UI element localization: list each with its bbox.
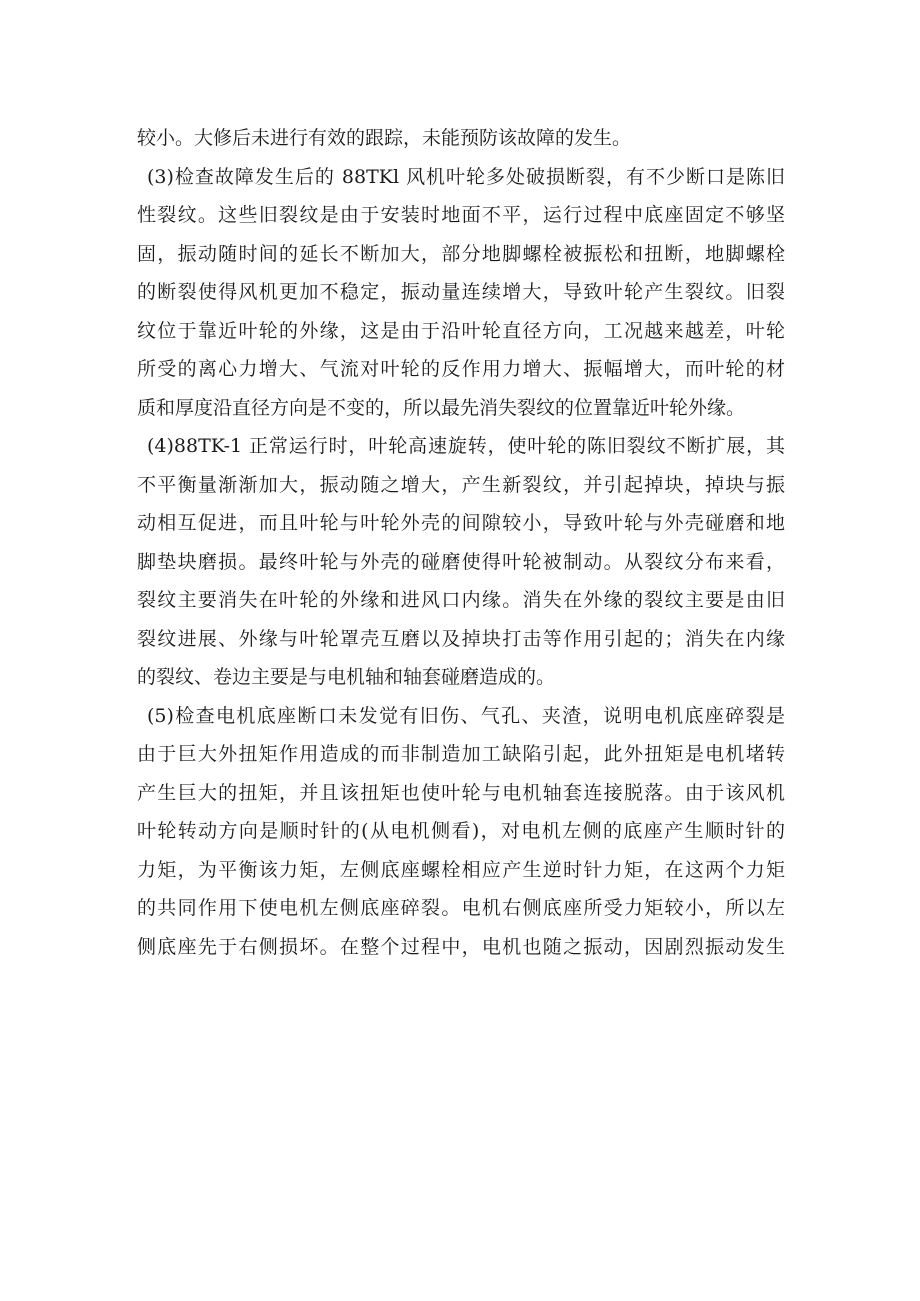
text-line: 的共同作用下使电机左侧底座碎裂。电机右侧底座所受力矩较小，所以左: [137, 897, 785, 919]
text-line: 动相互促进，而且叶轮与叶轮外壳的间隙较小，导致叶轮与外壳碰磨和地: [137, 512, 785, 534]
text-line: 侧底座先于右侧损坏。在整个过程中，电机也随之振动，因剧烈振动发生: [137, 935, 785, 958]
text-line: 脚垫块磨损。最终叶轮与外壳的碰磨使得叶轮被制动。从裂纹分布来看，: [137, 550, 785, 573]
text-line: 性裂纹。这些旧裂纹是由于安装时地面不平，运行过程中底座固定不够坚: [137, 204, 785, 226]
text-line: 的断裂使得风机更加不稳定，振动量连续增大，导致叶轮产生裂纹。旧裂: [137, 281, 785, 303]
text-line: 产生巨大的扭矩，并且该扭矩也使叶轮与电机轴套连接脱落。由于该风机: [137, 781, 785, 804]
text-line: 固，振动随时间的延长不断加大，部分地脚螺栓被振松和扭断，地脚螺栓: [137, 242, 785, 265]
text-line: 力矩，为平衡该力矩，左侧底座螺栓相应产生逆时针力矩，在这两个力矩: [137, 858, 785, 881]
text-line: 纹位于靠近叶轮的外缘，这是由于沿叶轮直径方向，工况越来越差，叶轮: [137, 319, 785, 342]
text-line: 所受的离心力增大、气流对叶轮的反作用力增大、振幅增大，而叶轮的材: [137, 358, 785, 380]
body-text: [137, 119, 785, 966]
text-line: 不平衡量渐渐加大，振动随之增大，产生新裂纹，并引起掉块，掉块与振: [137, 473, 785, 496]
text-line: 裂纹进展、外缘与叶轮罩壳互磨以及掉块打击等作用引起的；消失在内缘: [137, 627, 785, 650]
text-line: 较小。大修后未进行有效的跟踪，未能预防该故障的发生。: [137, 127, 632, 149]
text-line: 的裂纹、卷边主要是与电机轴和轴套碰磨造成的。: [137, 666, 556, 688]
text-line: 质和厚度沿直径方向是不变的，所以最先消失裂纹的位置靠近叶轮外缘。: [137, 396, 746, 419]
text-line: (4)88TK-1 正常运行时，叶轮高速旋转，使叶轮的陈旧裂纹不断扩展，其: [147, 435, 785, 457]
text-line: (3)检查故障发生后的 88TKl 风机叶轮多处破损断裂，有不少断口是陈旧: [147, 165, 785, 188]
text-line: 叶轮转动方向是顺时针的(从电机侧看)，对电机左侧的底座产生顺时针的: [137, 820, 785, 842]
text-line: 裂纹主要消失在叶轮的外缘和进风口内缘。消失在外缘的裂纹主要是由旧: [137, 589, 785, 611]
text-line: (5)检查电机底座断口未发觉有旧伤、气孔、夹渣，说明电机底座碎裂是: [147, 704, 785, 727]
text-line: 由于巨大外扭矩作用造成的而非制造加工缺陷引起，此外扭矩是电机堵转: [137, 743, 785, 765]
